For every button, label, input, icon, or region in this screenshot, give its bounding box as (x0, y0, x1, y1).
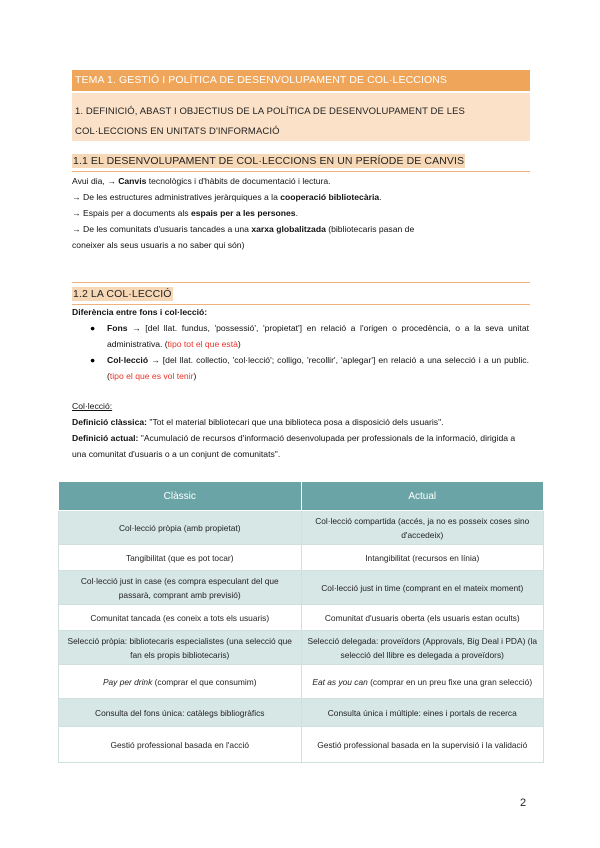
table-row (59, 511, 544, 545)
subchapter-title-line1: 1. DEFINICIÓ, ABAST I OBJECTIUS DE LA POLÍTICA DE DESENVOLUPAMENT DE LES (75, 106, 465, 117)
comparison-table (58, 481, 544, 763)
text-span: "Tot el material bibliotecari que una biblioteca posa a disposició dels usuaris". (147, 417, 444, 427)
section-separator-rule (72, 282, 530, 283)
bold-term: cooperació bibliotecària (280, 192, 380, 202)
table-cell (301, 665, 544, 699)
section-1-1-rule (72, 171, 530, 172)
section-1-1-line1 (72, 173, 530, 189)
bold-term: Col·lecció (107, 355, 149, 365)
table-cell: Col·lecció just in case (es compra especulant del que passarà, comprant amb previsió) (59, 571, 302, 605)
definition-classic (72, 414, 530, 430)
table-cell: Consulta única i múltiple: eines i portals de recerca (301, 699, 544, 727)
text-span: . (379, 192, 382, 202)
text-span: tecnològics i d'hàbits de documentació i lectura. (146, 176, 331, 186)
section-1-1-title-text: 1.1 EL DESENVOLUPAMENT DE COL·LECCIONS EN UN PERÍODE DE CANVIS (73, 155, 465, 167)
table-header-row (59, 482, 544, 511)
bullet-dot-icon: ● (90, 355, 96, 365)
section-1-1-line2 (72, 189, 530, 205)
section-1-1-line5: coneixer als seus usuaris a no saber qui són) (72, 240, 245, 250)
bold-term: Canvis (118, 176, 147, 186)
table-cell: Col·lecció compartida (accés, ja no es posseix coses sino d'accedeix) (301, 511, 544, 545)
text-span: "Acumulació de recursos d'informació desenvolupada per professionals de la informació, dirigida a una comunitat d'usuaris o a un conjunt de comunitats". (72, 433, 516, 459)
table-row (59, 699, 544, 727)
colleccio-subheading: Col·lecció: (72, 401, 113, 411)
table-cell: Consulta del fons única: catàlegs bibliogràfics (59, 699, 302, 727)
table-cell (59, 665, 302, 699)
section-1-1-line3 (72, 205, 530, 221)
text-span: ) (237, 339, 241, 349)
bold-term: espais per a les persones (190, 208, 296, 218)
table-cell: Gestió professional basada en la supervisió i la validació (301, 727, 544, 763)
red-note: tipo el que es vol tenir (109, 371, 194, 381)
table-row (59, 727, 544, 763)
text-span: . (295, 208, 298, 218)
table-row (59, 605, 544, 631)
header-classic: Clàssic (59, 482, 302, 511)
difference-heading (72, 304, 530, 320)
bold-term: Definició actual: (72, 433, 139, 443)
bold-term: Definició clàssica: (72, 417, 147, 427)
bullet-fons (107, 320, 529, 352)
section-1-1-line4 (72, 221, 530, 237)
text-span: → De les comunitats d'usuaris tancades a una (72, 224, 252, 234)
table-cell: Col·lecció just in time (comprant en el mateix moment) (301, 571, 544, 605)
text-span: Avui dia, → (72, 176, 119, 186)
table-cell: Tangibilitat (que es pot tocar) (59, 545, 302, 571)
table-cell: Comunitat d'usuaris oberta (els usuaris estan ocults) (301, 605, 544, 631)
italic-term: Eat as you can (312, 676, 368, 687)
table-cell: Selecció pròpia: bibliotecaris especialistes (una selecció que fan els propis bibliotecaris) (59, 631, 302, 665)
text-span: (comprar en un preu fixe una gran selecció) (367, 676, 533, 687)
bold-term: Fons (107, 323, 128, 333)
red-note: tipo tot el que està (167, 339, 238, 349)
table-row (59, 571, 544, 605)
section-1-1-title (72, 155, 465, 167)
table-cell: Col·lecció pròpia (amb propietat) (59, 511, 302, 545)
table-cell: Selecció delegada: proveïdors (Approvals, Big Deal i PDA) (la selecció del llibre es delegada a proveïdors) (301, 631, 544, 665)
text-span: → Espais per a documents als (72, 208, 191, 218)
definition-current (72, 430, 530, 462)
text-span: → [del llat. fundus, 'possessió', 'propietat'] en relació a l'origen o procedència, o a la seva unitat administrativa. ( (107, 323, 529, 349)
text-span: → De les estructures administratives jeràrquiques a la (72, 192, 281, 202)
subchapter-title-line2: COL·LECCIONS EN UNITATS D'INFORMACIÓ (75, 126, 280, 137)
header-current: Actual (301, 482, 544, 511)
table-row (59, 665, 544, 699)
text-span: (comprar el que consumim) (152, 676, 257, 687)
bullet-colleccio (107, 352, 529, 384)
text-span: → [del llat. collectio, 'col·lecció'; colligo, 'recollir', 'aplegar'] en relació a una selecció i a un public. ( (107, 355, 529, 381)
page-number: 2 (520, 797, 527, 809)
table-cell: Intangibilitat (recursos en línia) (301, 545, 544, 571)
bullet-dot-icon: ● (90, 323, 96, 333)
section-1-2-title (72, 288, 173, 300)
text-span: (bibliotecaris pasan de (325, 224, 415, 234)
text-span: ) (193, 371, 197, 381)
subchapter-title-box (72, 93, 530, 141)
table-row (59, 631, 544, 665)
table-cell: Gestió professional basada en l'acció (59, 727, 302, 763)
table-cell: Comunitat tancada (es coneix a tots els usuaris) (59, 605, 302, 631)
bold-term: xarxa globalitzada (251, 224, 326, 234)
section-1-2-title-text: 1.2 LA COL·LECCIÓ (73, 288, 172, 300)
italic-term: Pay per drink (102, 676, 153, 687)
chapter-title-bar: TEMA 1. GESTIÓ I POLÍTICA DE DESENVOLUPAMENT DE COL·LECCIONS (72, 70, 530, 91)
table-row (59, 545, 544, 571)
bold-term: Diferència entre fons i col·lecció: (72, 307, 208, 317)
